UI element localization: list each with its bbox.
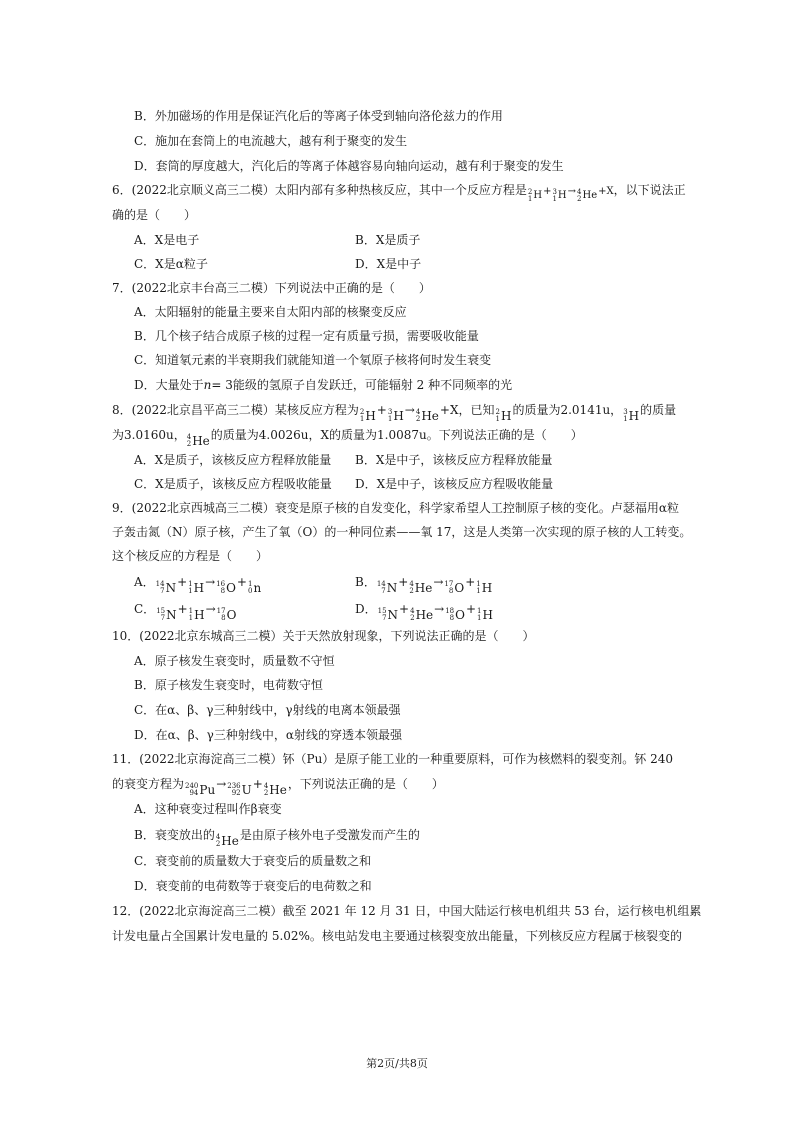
q11-option-b: B．衰变放出的 4 2 He是由原子核外电子受激发而产生的	[134, 828, 420, 848]
q11-option-a: A．这种衰变过程叫作β衰变	[134, 802, 282, 816]
q10-stem: 10．(2022北京东城高三二模）关于天然放射现象，下列说法正确的是（ ）	[112, 629, 535, 643]
q8-equation: 2 1 H+ 3 1 H→ 4 2 He+X	[359, 403, 459, 423]
q8-stem-text-d: 的质量	[640, 403, 677, 417]
q11-option-c: C．衰变前的质量数大于衰变后的质量数之和	[134, 854, 372, 868]
q11-equation: 240 94 Pu→ 236 92 U+ 4 2 He	[185, 777, 287, 797]
q7-option-d-text2: = 3能级的氢原子自发跃迁，可能辐射 2 种不同频率的光	[211, 378, 513, 392]
q7-option-d	[134, 377, 512, 393]
q6-option-d: D．X是中子	[355, 257, 422, 271]
q8-stem-text: 8．(2022北京昌平高三二模）某核反应方程为	[112, 403, 359, 417]
q5-option-b: B．外加磁场的作用是保证汽化后的等离子体受到轴向洛伦兹力的作用	[134, 109, 503, 123]
q8-option-a: A．X是质子，该核反应方程释放能量	[134, 453, 332, 467]
q9-option-a-label: A．	[134, 575, 155, 589]
q9-option-b: B． 14 7 N+ 4 2 He→ 17 8 O+ 1 1 H	[355, 575, 493, 595]
q9-option-a: A． 14 7 N+ 1 1 H→ 16 8 O+ 1 0 n	[134, 575, 262, 595]
q9-option-d: D． 15 7 N+ 4 2 He→ 18 8 O+ 1 1 H	[355, 602, 493, 622]
q11-stem-tail: ，下列说法正确的是（ ）	[287, 777, 444, 791]
q9-stem-line2: 子轰击氮（N）原子核，产生了氧（O）的一种同位素——氧 17，这是人类第一次实现的原子核的人工转变。	[112, 525, 692, 539]
q10-option-b: B．原子核发生衰变时，电荷数守恒	[134, 678, 323, 692]
q6-option-c: C．X是α粒子	[134, 257, 208, 271]
q7-option-a: A．太阳辐射的能量主要来自太阳内部的核聚变反应	[134, 305, 407, 319]
q7-option-d-text1: D．大量处于	[134, 378, 204, 392]
q9-option-c-label: C．	[134, 602, 156, 616]
q7-option-b: B．几个核子结合成原子核的过程一定有质量亏损，需要吸收能量	[134, 329, 479, 343]
q8-option-c: C．X是质子，该核反应方程吸收能量	[134, 477, 332, 491]
q12-stem-line1: 12．(2022北京海淀高三二模）截至 2021 年 12 月 31 日，中国大陆运行核电机组共 53 台，运行核电机组累	[112, 904, 702, 918]
q11-option-d: D．衰变前的电荷数等于衰变后的电荷数之和	[134, 879, 372, 893]
q11-option-b-text2: 是由原子核外电子受激发而产生的	[239, 828, 420, 842]
q8-deuterium: 2 1 H	[495, 408, 512, 423]
q9-stem-line1: 9．(2022北京西城高三二模）衰变是原子核的自发变化，科学家希望人工控制原子核的变化。卢瑟福用α粒	[112, 501, 679, 515]
q9-option-c: C． 15 7 N+ 1 1 H→ 17 8 O	[134, 602, 237, 622]
q8-tritium: 3 1 H	[623, 408, 640, 423]
q11-stem-line1: 11．(2022北京海淀高三二模）钚（Pu）是原子能工业的一种重要原料，可作为核燃料的裂变剂。钚 240	[112, 752, 674, 766]
q7-stem: 7．(2022北京丰台高三二模）下列说法中正确的是（ ）	[112, 281, 431, 295]
q6-stem-line2: 确的是（ ）	[112, 208, 197, 222]
q9-option-b-label: B．	[355, 575, 376, 589]
q7-option-c: C．知道氡元素的半衰期我们就能知道一个氡原子核将何时发生衰变	[134, 353, 492, 367]
q6-stem-text: 6．(2022北京顺义高三二模）太阳内部有多种热核反应，其中一个反应方程是	[112, 183, 527, 197]
q6-equation: 2 1 H+ 3 1 H→ 4 2 He+X	[527, 186, 614, 203]
q8-stem-text-f: 的质量为4.0026u，X的质量为1.0087u。下列说法正确的是（ ）	[210, 428, 583, 442]
q8-stem-line2	[112, 427, 583, 449]
q11-stem-text: 的衰变方程为	[112, 777, 185, 791]
q8-option-b: B．X是中子，该核反应方程释放能量	[355, 453, 553, 467]
q8-option-d: D．X是中子，该核反应方程吸收能量	[355, 477, 554, 491]
q5-option-c: C．施加在套筒上的电流越大，越有利于聚变的发生	[134, 134, 408, 148]
q12-stem-line2: 计发电量占全国累计发电量的 5.02%。核电站发电主要通过核裂变放出能量，下列核反应方程属于核裂变的	[112, 929, 682, 943]
q11-stem-line2	[112, 776, 444, 798]
q6-stem-line1	[112, 182, 686, 204]
page-footer: 第2页/共8页	[366, 1057, 428, 1070]
q9-stem-line3: 这个核反应的方程是（ ）	[112, 549, 269, 563]
q6-stem-tail: ，以下说法正	[613, 183, 686, 197]
q6-option-a: A．X是电子	[134, 233, 200, 247]
q5-option-d: D．套筒的厚度越大，汽化后的等离子体越容易向轴向运动，越有利于聚变的发生	[134, 159, 564, 173]
q8-helium: 4 2 He	[186, 433, 210, 448]
q7-option-d-var: n	[203, 378, 212, 392]
q9-option-d-label: D．	[355, 602, 377, 616]
q10-option-d: D．在α、β、γ三种射线中，α射线的穿透本领最强	[134, 728, 402, 742]
q11-option-b-text1: B．衰变放出的	[134, 828, 215, 842]
q6-option-b: B．X是质子	[355, 233, 421, 247]
q10-option-a: A．原子核发生衰变时，质量数不守恒	[134, 654, 335, 668]
q8-stem-text-b: ，已知	[458, 403, 495, 417]
q10-option-c: C．在α、β、γ三种射线中，γ射线的电离本领最强	[134, 703, 401, 717]
q8-stem-text-e: 为3.0160u，	[112, 428, 186, 442]
q8-stem-line1	[112, 402, 676, 424]
q8-stem-text-c: 的质量为2.0141u，	[512, 403, 623, 417]
